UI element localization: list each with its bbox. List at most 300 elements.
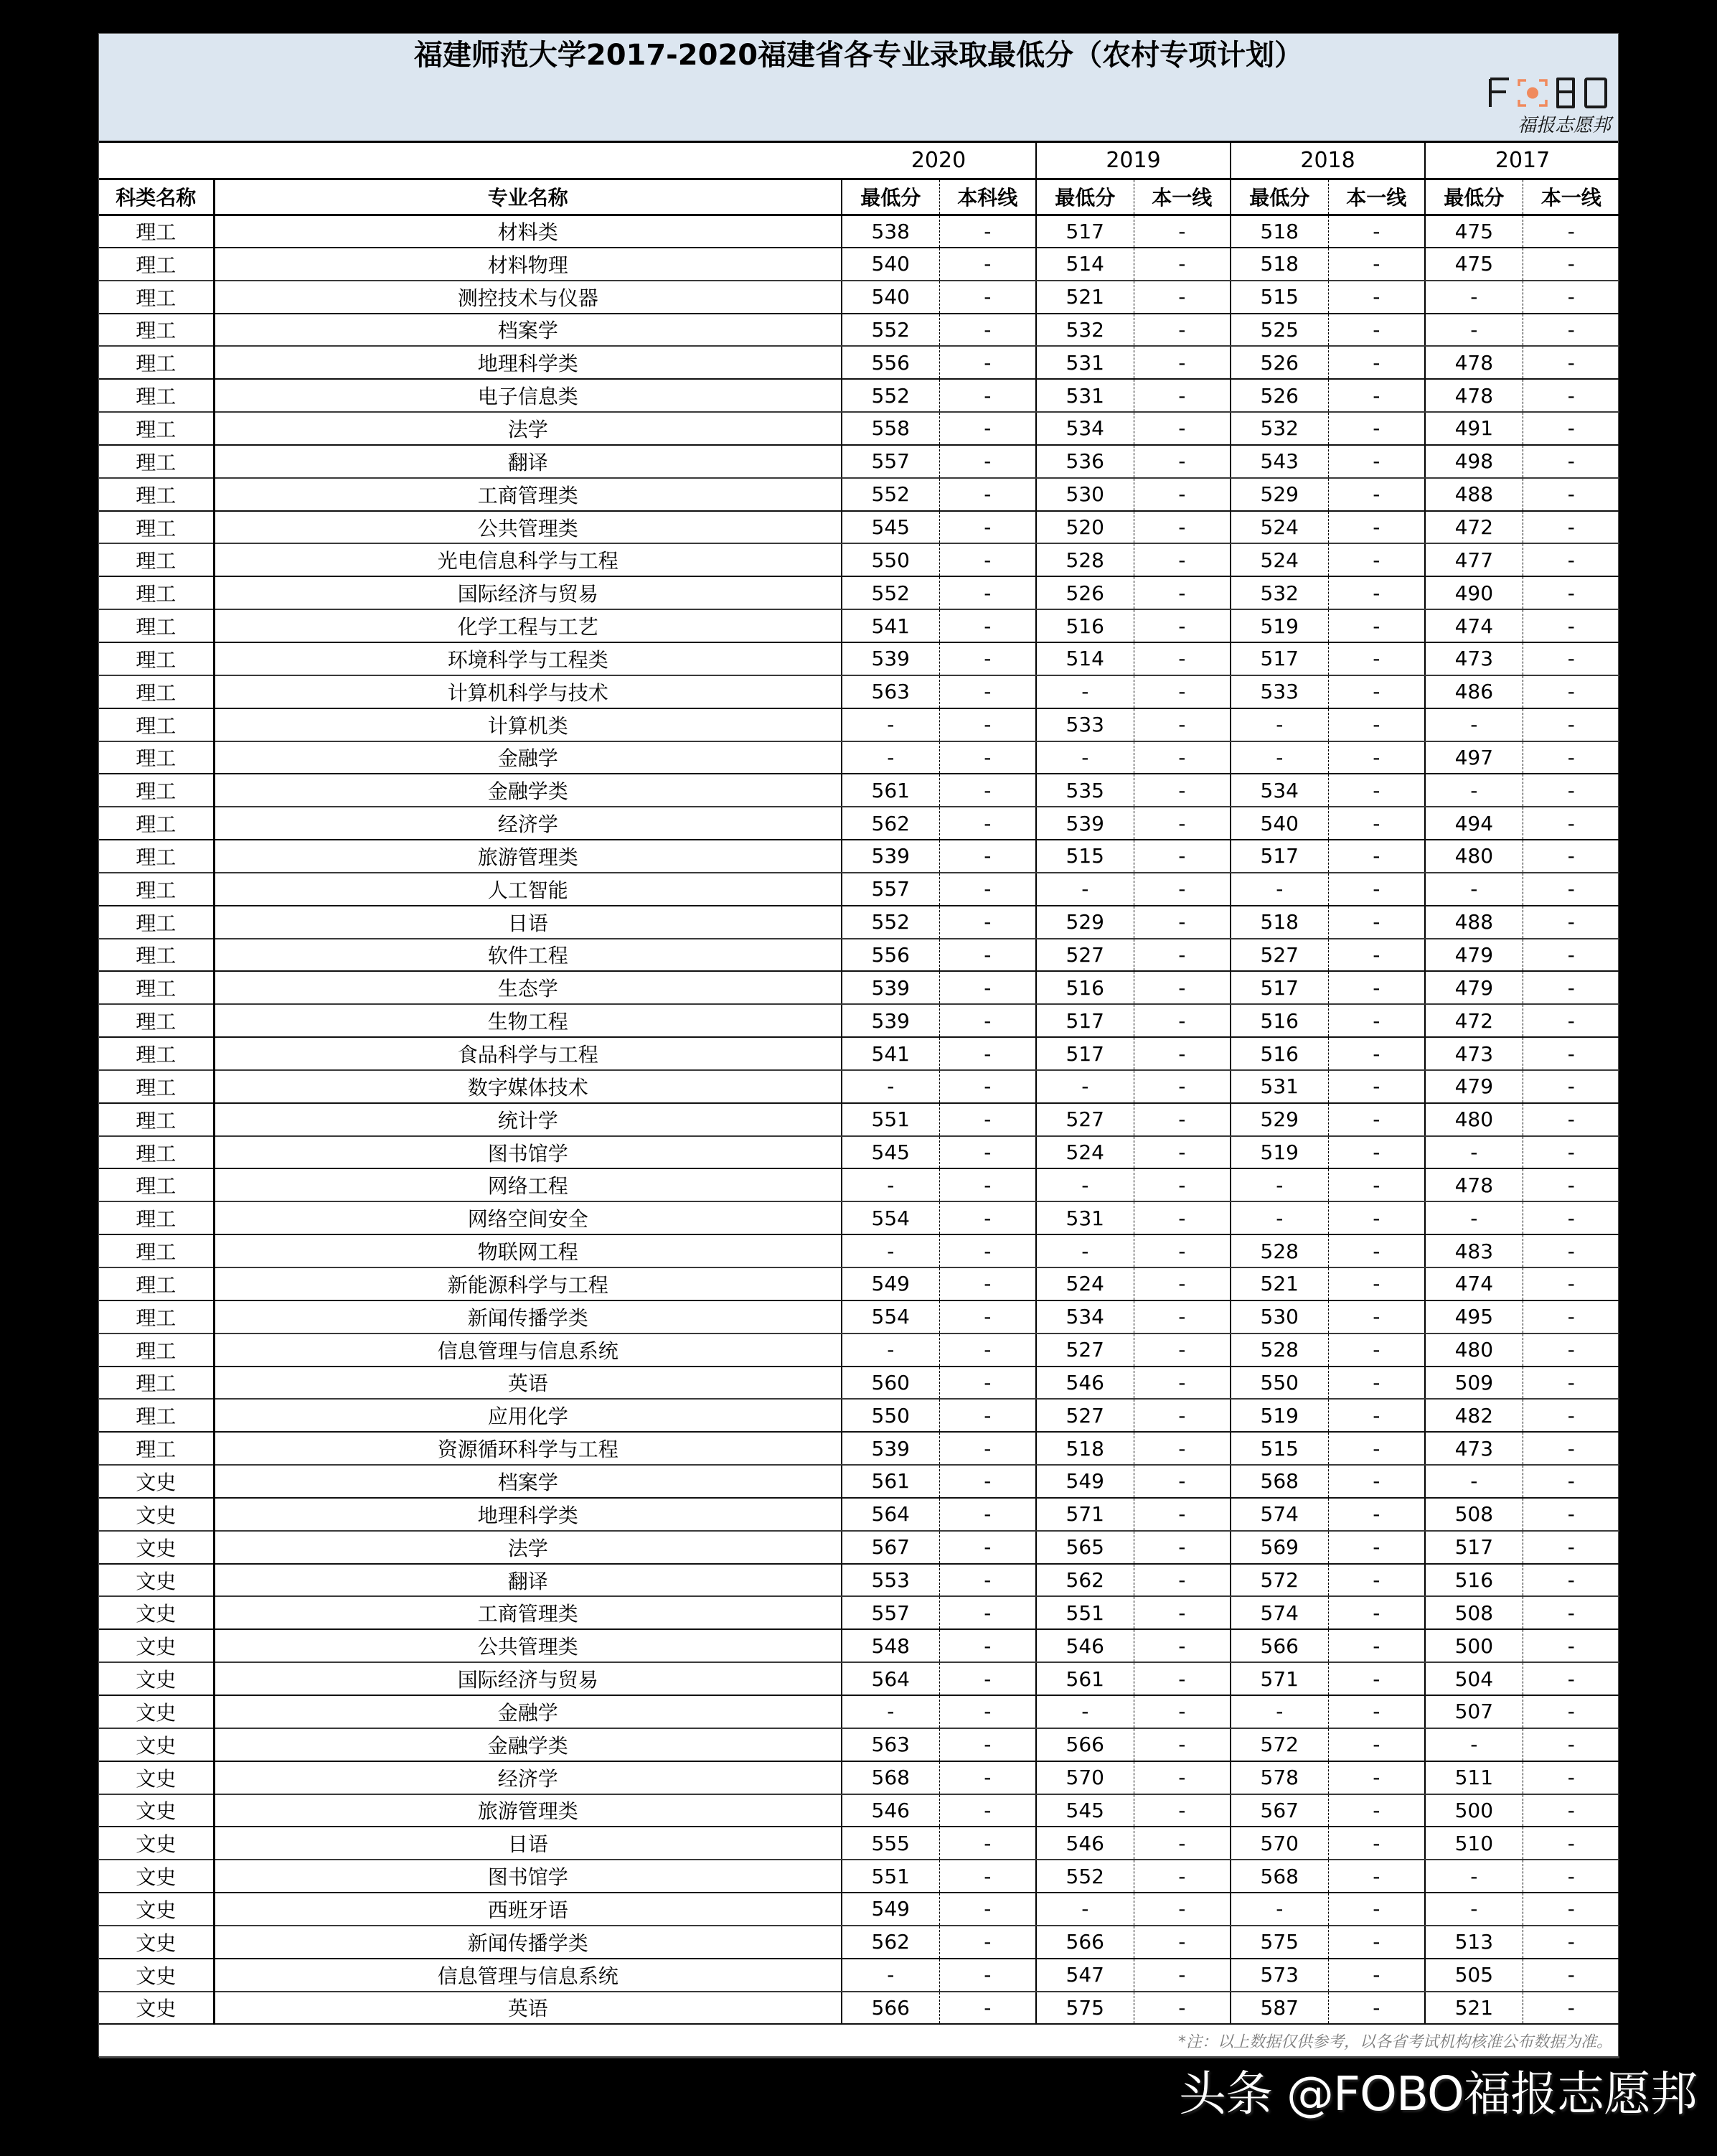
- min-score-2018-cell: 575: [1231, 1926, 1328, 1959]
- cutoff-line-2017-cell: -: [1523, 1004, 1619, 1037]
- cutoff-line-2018-cell: -: [1328, 873, 1425, 906]
- cutoff-line-2019-cell: -: [1134, 1168, 1231, 1201]
- major-cell: 地理科学类: [214, 346, 842, 379]
- cutoff-line-2018-cell: -: [1328, 1498, 1425, 1531]
- major-cell: 化学工程与工艺: [214, 609, 842, 642]
- cutoff-line-2020-cell: -: [939, 1432, 1036, 1465]
- category-cell: 理工: [99, 478, 214, 511]
- cutoff-line-2020-cell: -: [939, 1893, 1036, 1926]
- min-score-2019-cell: 518: [1036, 1432, 1134, 1465]
- table-row: [99, 1564, 1619, 1597]
- cutoff-line-2017-cell: -: [1523, 1367, 1619, 1400]
- cutoff-line-2019-cell: -: [1134, 1531, 1231, 1564]
- cutoff-line-2018-cell: -: [1328, 1201, 1425, 1234]
- major-cell: 国际经济与贸易: [214, 1662, 842, 1695]
- category-cell: 文史: [99, 1794, 214, 1827]
- cutoff-line-2019-cell: -: [1134, 1267, 1231, 1300]
- cutoff-line-2018-cell: -: [1328, 412, 1425, 445]
- min-score-2020-cell: 558: [842, 412, 939, 445]
- min-score-2017-cell: 482: [1425, 1399, 1523, 1432]
- min-score-2018-cell: 524: [1231, 543, 1328, 576]
- major-cell: 统计学: [214, 1103, 842, 1136]
- table-row: [99, 1070, 1619, 1103]
- min-score-2017-cell: 475: [1425, 248, 1523, 281]
- cutoff-line-2018-cell: -: [1328, 1399, 1425, 1432]
- table-row: [99, 576, 1619, 609]
- cutoff-line-2017-cell: -: [1523, 971, 1619, 1004]
- fobo-logo-icon: [1487, 77, 1609, 109]
- cutoff-line-2017-cell: -: [1523, 840, 1619, 873]
- min-score-2017-cell: -: [1425, 1893, 1523, 1926]
- min-score-2018-cell: 528: [1231, 1334, 1328, 1367]
- cutoff-line-2019-cell: -: [1134, 1893, 1231, 1926]
- cutoff-line-2017-cell: -: [1523, 1794, 1619, 1827]
- category-cell: 文史: [99, 1629, 214, 1662]
- cutoff-line-2020-cell: -: [939, 346, 1036, 379]
- cutoff-line-2018-cell: -: [1328, 1596, 1425, 1629]
- cutoff-line-2018-cell: -: [1328, 1992, 1425, 2025]
- min-score-2017-cell: 500: [1425, 1794, 1523, 1827]
- category-cell: 文史: [99, 1761, 214, 1794]
- min-score-2018-cell: 515: [1231, 281, 1328, 314]
- cutoff-line-2020-cell: -: [939, 1267, 1036, 1300]
- min-score-2018-cell: -: [1231, 1893, 1328, 1926]
- category-cell: 理工: [99, 1300, 214, 1334]
- table-row: [99, 1300, 1619, 1334]
- major-cell: 人工智能: [214, 873, 842, 906]
- cutoff-line-2018-cell: -: [1328, 1926, 1425, 1959]
- min-score-2020-cell: 546: [842, 1794, 939, 1827]
- category-cell: 理工: [99, 906, 214, 939]
- category-cell: 理工: [99, 642, 214, 675]
- cutoff-line-2018-cell: -: [1328, 1465, 1425, 1498]
- min-score-2020-cell: 555: [842, 1827, 939, 1860]
- cutoff-line-2019-cell: -: [1134, 1234, 1231, 1267]
- table-row: [99, 1103, 1619, 1136]
- cutoff-line-2020-cell: -: [939, 215, 1036, 248]
- cutoff-line-2018-cell: -: [1328, 675, 1425, 708]
- min-score-2018-cell: -: [1231, 1201, 1328, 1234]
- min-score-2020-cell: 540: [842, 248, 939, 281]
- table-row: [99, 906, 1619, 939]
- cutoff-line-2019-cell: -: [1134, 248, 1231, 281]
- cutoff-line-2018-cell: -: [1328, 1432, 1425, 1465]
- min-score-2018-cell: 578: [1231, 1761, 1328, 1794]
- category-cell: 理工: [99, 412, 214, 445]
- min-score-2017-cell: 473: [1425, 642, 1523, 675]
- major-cell: 法学: [214, 412, 842, 445]
- table-row: [99, 412, 1619, 445]
- min-score-2017-cell: 517: [1425, 1531, 1523, 1564]
- min-score-2020-cell: 552: [842, 906, 939, 939]
- cutoff-line-2017-cell: -: [1523, 314, 1619, 347]
- category-cell: 理工: [99, 576, 214, 609]
- min-score-2019-cell: 546: [1036, 1827, 1134, 1860]
- cutoff-line-2017-cell: -: [1523, 478, 1619, 511]
- table-row: [99, 1234, 1619, 1267]
- major-cell: 生物工程: [214, 1004, 842, 1037]
- cutoff-line-2018-cell: -: [1328, 971, 1425, 1004]
- min-score-2019-cell: 517: [1036, 1004, 1134, 1037]
- cutoff-line-2017-cell: -: [1523, 445, 1619, 478]
- min-score-2019-cell: 535: [1036, 774, 1134, 807]
- cutoff-line-2017-cell: -: [1523, 543, 1619, 576]
- min-score-2018-cell: 528: [1231, 1234, 1328, 1267]
- cutoff-line-2019-cell: -: [1134, 1004, 1231, 1037]
- min-score-2017-cell: 479: [1425, 939, 1523, 972]
- cutoff-line-2020-cell: -: [939, 1465, 1036, 1498]
- min-score-2019-cell: 528: [1036, 543, 1134, 576]
- table-row: [99, 1761, 1619, 1794]
- cutoff-line-2018-cell: -: [1328, 1004, 1425, 1037]
- min-score-2018-cell: 529: [1231, 1103, 1328, 1136]
- min-score-2017-cell: 478: [1425, 379, 1523, 412]
- cutoff-line-2020-cell: -: [939, 1367, 1036, 1400]
- min-score-2017-cell: 494: [1425, 807, 1523, 840]
- table-row: [99, 346, 1619, 379]
- min-score-2020-cell: 550: [842, 1399, 939, 1432]
- min-score-2020-cell: 562: [842, 807, 939, 840]
- min-score-2018-cell: 568: [1231, 1465, 1328, 1498]
- min-score-2019-cell: 517: [1036, 215, 1134, 248]
- min-score-2017-cell: -: [1425, 1465, 1523, 1498]
- major-cell: 图书馆学: [214, 1136, 842, 1169]
- table-row: [99, 1432, 1619, 1465]
- min-score-2019-cell: -: [1036, 1234, 1134, 1267]
- cutoff-line-2019-cell: -: [1134, 774, 1231, 807]
- cutoff-line-2019-cell: -: [1134, 1037, 1231, 1070]
- cutoff-line-2019-cell: -: [1134, 511, 1231, 544]
- cutoff-line-2020-cell: -: [939, 1827, 1036, 1860]
- major-cell: 图书馆学: [214, 1860, 842, 1893]
- cutoff-line-2017-cell: -: [1523, 807, 1619, 840]
- min-score-2020-cell: 541: [842, 1037, 939, 1070]
- cutoff-line-2018-cell: -: [1328, 1367, 1425, 1400]
- table-row: [99, 1827, 1619, 1860]
- min-score-2020-cell: 567: [842, 1531, 939, 1564]
- cutoff-line-2018-cell: -: [1328, 642, 1425, 675]
- cutoff-line-2017-cell: -: [1523, 412, 1619, 445]
- cutoff-line-2018-cell: -: [1328, 609, 1425, 642]
- cutoff-line-2020-cell: -: [939, 939, 1036, 972]
- min-score-2017-cell: 480: [1425, 1103, 1523, 1136]
- cutoff-line-2017-cell: -: [1523, 1334, 1619, 1367]
- category-cell: 理工: [99, 971, 214, 1004]
- min-score-2019-cell: 514: [1036, 248, 1134, 281]
- cutoff-line-2019-cell: -: [1134, 478, 1231, 511]
- cutoff-line-2018-cell: -: [1328, 1860, 1425, 1893]
- table-row: [99, 807, 1619, 840]
- cutoff-line-2017-cell: -: [1523, 774, 1619, 807]
- min-score-2019-cell: 527: [1036, 1399, 1134, 1432]
- min-score-2020-cell: 548: [842, 1629, 939, 1662]
- major-cell: 生态学: [214, 971, 842, 1004]
- cutoff-line-2020-cell: -: [939, 1794, 1036, 1827]
- min-score-2020-cell: 563: [842, 1728, 939, 1761]
- category-cell: 文史: [99, 1695, 214, 1728]
- major-cell: 网络空间安全: [214, 1201, 842, 1234]
- table-row: [99, 445, 1619, 478]
- table-row: [99, 1596, 1619, 1629]
- cutoff-line-2017-cell: -: [1523, 576, 1619, 609]
- table-row: [99, 1004, 1619, 1037]
- min-score-2019-cell: 549: [1036, 1465, 1134, 1498]
- min-score-2020-cell: 549: [842, 1267, 939, 1300]
- cutoff-line-2017-cell: -: [1523, 1300, 1619, 1334]
- min-score-2019-cell: -: [1036, 1695, 1134, 1728]
- footnote-row: [99, 2024, 1619, 2057]
- cutoff-line-2020-cell: -: [939, 1399, 1036, 1432]
- major-cell: 金融学类: [214, 1728, 842, 1761]
- min-score-2019-cell: 561: [1036, 1662, 1134, 1695]
- cutoff-line-2020-cell: -: [939, 511, 1036, 544]
- cutoff-line-2020-cell: -: [939, 412, 1036, 445]
- table-row: [99, 1498, 1619, 1531]
- cutoff-line-2020-cell: -: [939, 1136, 1036, 1169]
- blank-header-cell: [99, 143, 842, 179]
- min-score-2018-cell: -: [1231, 873, 1328, 906]
- min-score-2018-cell: -: [1231, 1168, 1328, 1201]
- min-score-2020-cell: 552: [842, 478, 939, 511]
- min-score-2018-cell: 533: [1231, 675, 1328, 708]
- min-score-2017-cell: -: [1425, 1728, 1523, 1761]
- table-row: [99, 1860, 1619, 1893]
- cutoff-line-2017-cell: -: [1523, 609, 1619, 642]
- major-cell: 金融学类: [214, 774, 842, 807]
- category-cell: 文史: [99, 1893, 214, 1926]
- cutoff-line-2017-cell: -: [1523, 708, 1619, 741]
- cutoff-line-2019-cell: -: [1134, 1367, 1231, 1400]
- category-cell: 理工: [99, 511, 214, 544]
- min-score-2019-cell: -: [1036, 1070, 1134, 1103]
- min-score-2017-cell: 508: [1425, 1596, 1523, 1629]
- min-score-2017-cell: 511: [1425, 1761, 1523, 1794]
- cutoff-line-2017-cell: -: [1523, 1893, 1619, 1926]
- table-row: [99, 1037, 1619, 1070]
- min-score-2018-cell: 572: [1231, 1564, 1328, 1597]
- category-cell: 理工: [99, 445, 214, 478]
- cutoff-line-2020-cell: -: [939, 971, 1036, 1004]
- category-cell: 文史: [99, 1564, 214, 1597]
- cutoff-line-2018-cell: -: [1328, 248, 1425, 281]
- cutoff-line-2017-cell: -: [1523, 1926, 1619, 1959]
- table-row: [99, 1168, 1619, 1201]
- cutoff-line-2020-cell: -: [939, 675, 1036, 708]
- major-cell: 西班牙语: [214, 1893, 842, 1926]
- major-cell: 食品科学与工程: [214, 1037, 842, 1070]
- category-cell: 理工: [99, 1334, 214, 1367]
- category-cell: 文史: [99, 1596, 214, 1629]
- cutoff-line-2019-cell: -: [1134, 609, 1231, 642]
- min-score-2017-cell: 513: [1425, 1926, 1523, 1959]
- min-score-2019-cell: -: [1036, 741, 1134, 774]
- min-score-2017-cell: 497: [1425, 741, 1523, 774]
- min-score-2018-cell: 534: [1231, 774, 1328, 807]
- cutoff-line-2017-cell: -: [1523, 379, 1619, 412]
- min-score-2017-cell: 490: [1425, 576, 1523, 609]
- min-score-2017-cell: 488: [1425, 906, 1523, 939]
- table-row: [99, 642, 1619, 675]
- major-cell: 新闻传播学类: [214, 1926, 842, 1959]
- major-cell: 软件工程: [214, 939, 842, 972]
- year-header-2019: 2019: [1036, 143, 1231, 179]
- major-cell: 英语: [214, 1992, 842, 2025]
- category-cell: 文史: [99, 1728, 214, 1761]
- cutoff-line-2020-cell: -: [939, 379, 1036, 412]
- cutoff-line-2017-cell: -: [1523, 281, 1619, 314]
- cutoff-line-2020-cell: -: [939, 1926, 1036, 1959]
- min-score-2020-cell: 549: [842, 1893, 939, 1926]
- category-cell: 文史: [99, 1498, 214, 1531]
- cutoff-line-2020-cell: -: [939, 1103, 1036, 1136]
- cutoff-line-2020-cell: -: [939, 445, 1036, 478]
- cutoff-line-2017-cell: -: [1523, 1037, 1619, 1070]
- min-score-2020-cell: -: [842, 1334, 939, 1367]
- major-cell: 旅游管理类: [214, 840, 842, 873]
- min-score-2019-cell: 551: [1036, 1596, 1134, 1629]
- major-cell: 日语: [214, 1827, 842, 1860]
- min-score-2020-cell: 551: [842, 1860, 939, 1893]
- min-score-2020-cell: 554: [842, 1300, 939, 1334]
- cutoff-line-2017-cell: -: [1523, 906, 1619, 939]
- cutoff-line-2017-cell: -: [1523, 1695, 1619, 1728]
- min-score-2019-cell: 524: [1036, 1267, 1134, 1300]
- min-score-2020-cell: -: [842, 1959, 939, 1992]
- min-score-2017-cell: 516: [1425, 1564, 1523, 1597]
- cutoff-line-2019-cell: -: [1134, 1662, 1231, 1695]
- table-row: [99, 971, 1619, 1004]
- cutoff-line-2020-cell: -: [939, 1761, 1036, 1794]
- min-score-2019-cell: 534: [1036, 1300, 1134, 1334]
- min-score-2020-cell: 550: [842, 543, 939, 576]
- min-score-2019-cell: 527: [1036, 1103, 1134, 1136]
- min-score-2019-cell: 527: [1036, 939, 1134, 972]
- cutoff-line-2017-cell: -: [1523, 1629, 1619, 1662]
- major-cell: 旅游管理类: [214, 1794, 842, 1827]
- cutoff-line-2020-cell: -: [939, 873, 1036, 906]
- cutoff-line-2019-cell: -: [1134, 1498, 1231, 1531]
- min-score-2020-cell: 539: [842, 642, 939, 675]
- cutoff-line-2018-cell: -: [1328, 1070, 1425, 1103]
- min-score-2017-cell: 521: [1425, 1992, 1523, 2025]
- cutoff-line-2020-cell: -: [939, 609, 1036, 642]
- min-score-2017-cell: 473: [1425, 1037, 1523, 1070]
- min-score-2018-cell: 543: [1231, 445, 1328, 478]
- category-cell: 理工: [99, 609, 214, 642]
- category-cell: 理工: [99, 1004, 214, 1037]
- cutoff-line-2018-cell: -: [1328, 1728, 1425, 1761]
- major-cell: 环境科学与工程类: [214, 642, 842, 675]
- footnote-text: *注：以上数据仅供参考，以各省考试机构核准公布数据为准。: [99, 2024, 1619, 2057]
- cutoff-line-2018-cell: -: [1328, 1564, 1425, 1597]
- cutoff-line-2018-cell: -: [1328, 379, 1425, 412]
- category-cell: 理工: [99, 675, 214, 708]
- min-score-2019-cell: 545: [1036, 1794, 1134, 1827]
- cutoff-line-2020-cell: -: [939, 576, 1036, 609]
- min-score-2017-cell: 509: [1425, 1367, 1523, 1400]
- cutoff-line-2019-cell: -: [1134, 576, 1231, 609]
- cutoff-line-2019-cell: -: [1134, 412, 1231, 445]
- min-score-2020-cell: 564: [842, 1498, 939, 1531]
- table-row: [99, 248, 1619, 281]
- score-table: [99, 143, 1619, 2058]
- cutoff-line-2019-cell: -: [1134, 379, 1231, 412]
- min-score-2019-cell: -: [1036, 1893, 1134, 1926]
- category-cell: 理工: [99, 807, 214, 840]
- min-score-2017-cell: -: [1425, 314, 1523, 347]
- cutoff-line-2020-cell: -: [939, 1992, 1036, 2025]
- category-cell: 理工: [99, 1201, 214, 1234]
- min-score-2017-cell: 495: [1425, 1300, 1523, 1334]
- header-major: 专业名称: [214, 179, 842, 215]
- cutoff-line-2020-cell: -: [939, 1531, 1036, 1564]
- table-row: [99, 609, 1619, 642]
- table-row: [99, 281, 1619, 314]
- min-score-2019-cell: 570: [1036, 1761, 1134, 1794]
- category-cell: 文史: [99, 1959, 214, 1992]
- min-score-2018-cell: 571: [1231, 1662, 1328, 1695]
- cutoff-line-2019-cell: -: [1134, 1860, 1231, 1893]
- major-cell: 公共管理类: [214, 511, 842, 544]
- min-score-2019-cell: -: [1036, 1168, 1134, 1201]
- min-score-2018-cell: 516: [1231, 1037, 1328, 1070]
- cutoff-line-2018-cell: -: [1328, 774, 1425, 807]
- min-score-2018-cell: 566: [1231, 1629, 1328, 1662]
- min-score-2019-cell: 531: [1036, 1201, 1134, 1234]
- category-cell: 理工: [99, 939, 214, 972]
- cutoff-line-2019-cell: -: [1134, 1300, 1231, 1334]
- major-cell: 档案学: [214, 314, 842, 347]
- category-cell: 理工: [99, 1103, 214, 1136]
- cutoff-line-2018-cell: -: [1328, 346, 1425, 379]
- category-cell: 理工: [99, 873, 214, 906]
- min-score-2017-cell: -: [1425, 774, 1523, 807]
- category-cell: 文史: [99, 1926, 214, 1959]
- min-score-2017-cell: -: [1425, 708, 1523, 741]
- min-score-2020-cell: 557: [842, 873, 939, 906]
- major-cell: 法学: [214, 1531, 842, 1564]
- min-score-2020-cell: -: [842, 741, 939, 774]
- header-min-score-2020: 最低分: [842, 179, 939, 215]
- cutoff-line-2018-cell: -: [1328, 807, 1425, 840]
- cutoff-line-2020-cell: -: [939, 642, 1036, 675]
- min-score-2019-cell: 516: [1036, 609, 1134, 642]
- table-row: [99, 939, 1619, 972]
- category-cell: 理工: [99, 379, 214, 412]
- table-row: [99, 1728, 1619, 1761]
- header-min-score-2019: 最低分: [1036, 179, 1134, 215]
- major-cell: 翻译: [214, 445, 842, 478]
- cutoff-line-2019-cell: -: [1134, 939, 1231, 972]
- min-score-2018-cell: 518: [1231, 215, 1328, 248]
- cutoff-line-2020-cell: -: [939, 1234, 1036, 1267]
- cutoff-line-2018-cell: -: [1328, 1893, 1425, 1926]
- cutoff-line-2017-cell: -: [1523, 873, 1619, 906]
- major-cell: 材料类: [214, 215, 842, 248]
- cutoff-line-2020-cell: -: [939, 1860, 1036, 1893]
- major-cell: 地理科学类: [214, 1498, 842, 1531]
- min-score-2017-cell: -: [1425, 1136, 1523, 1169]
- major-cell: 经济学: [214, 807, 842, 840]
- min-score-2018-cell: 519: [1231, 1399, 1328, 1432]
- min-score-2018-cell: 574: [1231, 1498, 1328, 1531]
- category-cell: 文史: [99, 1465, 214, 1498]
- cutoff-line-2020-cell: -: [939, 1564, 1036, 1597]
- min-score-2018-cell: 517: [1231, 642, 1328, 675]
- cutoff-line-2019-cell: -: [1134, 1695, 1231, 1728]
- cutoff-line-2018-cell: -: [1328, 1629, 1425, 1662]
- min-score-2019-cell: 565: [1036, 1531, 1134, 1564]
